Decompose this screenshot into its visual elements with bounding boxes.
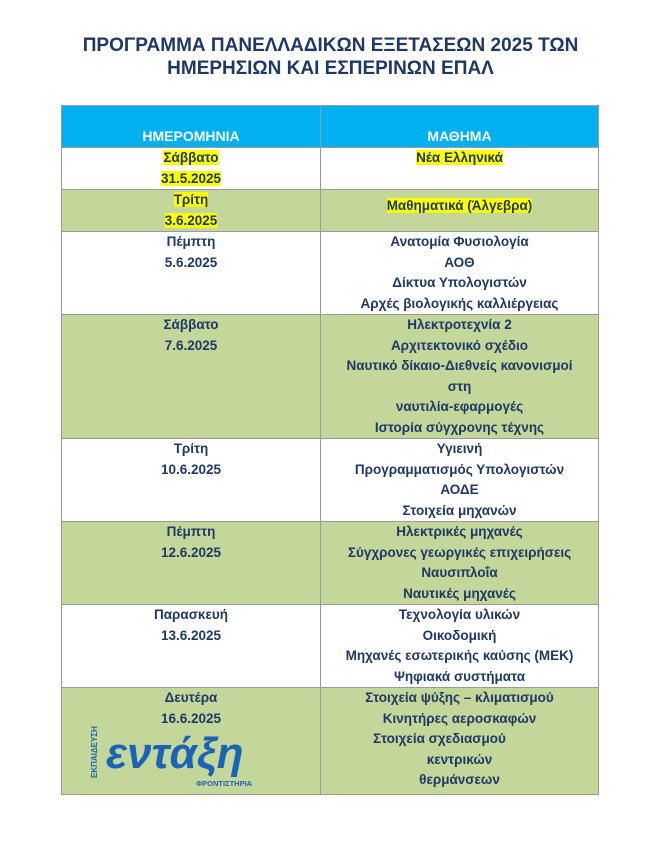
subject-label: Προγραμματισμός Υπολογιστών xyxy=(354,461,565,477)
subject-cell xyxy=(321,148,599,190)
subject-cell xyxy=(321,315,599,439)
subject-cell xyxy=(321,522,599,605)
title-line-2: ΗΜΕΡΗΣΙΩΝ ΚΑΙ ΕΣΠΕΡΙΝΩΝ ΕΠΑΛ xyxy=(167,58,494,79)
day-label: Πέμπτη xyxy=(166,524,216,539)
header-subject: ΜΑΘΗΜΑ xyxy=(321,106,599,148)
date-cell xyxy=(62,439,321,522)
date-cell xyxy=(62,148,321,190)
subject-label: Αρχές βιολογικής καλλιέργειας xyxy=(360,295,559,311)
date-cell xyxy=(62,190,321,232)
subject-label: Νέα Ελληνικά xyxy=(416,150,503,165)
date-cell xyxy=(62,522,321,605)
subject-label: Ναυτικό δίκαιο-Διεθνείς κανονισμοί xyxy=(346,358,573,373)
subject-label: Στοιχεία μηχανών xyxy=(402,502,517,518)
subject-label: στη xyxy=(447,378,472,394)
subject-label: Ναυσιπλοΐα xyxy=(421,565,498,580)
date-cell xyxy=(62,232,321,315)
subject-label: Κινητήρες αεροσκαφών xyxy=(382,710,537,726)
table-row xyxy=(62,148,599,190)
date-label: 31.5.2025 xyxy=(160,170,222,186)
subject-cell xyxy=(321,190,599,232)
date-label: 16.6.2025 xyxy=(160,710,222,726)
table-row xyxy=(62,605,599,688)
date-label: 7.6.2025 xyxy=(164,337,218,353)
subject-label: ΑΟΘ xyxy=(444,254,475,270)
subject-label: Στοιχεία σχεδιασμού xyxy=(373,731,506,746)
subject-label: Ψηφιακά συστήματα xyxy=(393,668,526,684)
date-label: 12.6.2025 xyxy=(160,544,222,560)
subject-label: θερμάνσεων xyxy=(419,772,500,787)
date-label: 10.6.2025 xyxy=(160,461,222,477)
day-label: Τρίτη xyxy=(173,192,209,207)
subject-cell xyxy=(321,439,599,522)
table-row xyxy=(62,522,599,605)
day-label: Δευτέρα xyxy=(164,690,218,705)
day-label: Παρασκευή xyxy=(154,607,228,622)
table-row xyxy=(62,190,599,232)
title-line-1: ΠΡΟΓΡΑΜΜΑ ΠΑΝΕΛΛΑΔΙΚΩΝ ΕΞΕΤΑΣΕΩΝ 2025 ΤΩΝ xyxy=(82,35,579,56)
day-label: Τρίτη xyxy=(173,441,209,456)
date-cell xyxy=(62,605,321,688)
subject-label: ΑΟΔΕ xyxy=(440,482,479,497)
table-header-row xyxy=(62,106,599,148)
exam-schedule-table xyxy=(61,105,599,795)
subject-label: Ναυτικές μηχανές xyxy=(403,585,516,601)
subject-label: Ηλεκτροτεχνία 2 xyxy=(407,317,512,332)
date-label: 5.6.2025 xyxy=(164,254,218,270)
logo-top-text xyxy=(90,726,99,778)
subject-label: Ανατομία Φυσιολογία xyxy=(390,234,529,249)
subject-label: Σύγχρονες γεωργικές επιχειρήσεις xyxy=(347,544,572,560)
subject-label: Μηχανές εσωτερικής καύσης (ΜΕΚ) xyxy=(345,648,574,663)
subject-cell xyxy=(321,605,599,688)
date-cell xyxy=(62,315,321,439)
table-row xyxy=(62,439,599,522)
subject-label: κεντρικών xyxy=(426,751,493,767)
entaxi-logo xyxy=(84,720,264,790)
subject-label: Δίκτυα Υπολογιστών xyxy=(392,275,527,290)
svg-text:ΕΚΠΑΙΔΕΥΣΗ: ΕΚΠΑΙΔΕΥΣΗ xyxy=(90,726,99,778)
page-title xyxy=(0,34,661,80)
date-label: 13.6.2025 xyxy=(160,627,222,643)
subject-label: Οικοδομική xyxy=(422,627,497,643)
subject-label: Στοιχεία ψύξης – κλιματισμού xyxy=(365,690,554,705)
subject-label: Μαθηματικά (Άλγεβρα) xyxy=(386,198,533,213)
subject-cell xyxy=(321,232,599,315)
day-label: Πέμπτη xyxy=(166,234,216,249)
header-date: ΗΜΕΡΟΜΗΝΙΑ xyxy=(62,106,321,148)
logo-brand-text: εντάξη xyxy=(106,729,244,778)
table-row xyxy=(62,232,599,315)
subject-label: Ιστορία σύγχρονης τέχνης xyxy=(374,419,545,435)
subject-cell xyxy=(321,688,599,795)
subject-label: Ηλεκτρικές μηχανές xyxy=(396,524,523,539)
day-label: Σάββατο xyxy=(163,150,219,165)
day-label: Σάββατο xyxy=(163,317,219,332)
subject-label: ναυτιλία-εφαρμογές xyxy=(395,399,524,414)
subject-label: Υγιεινή xyxy=(436,441,483,456)
logo-bottom-text: ΦΡΟΝΤΙΣΤΗΡΙΑ xyxy=(196,779,253,788)
date-label: 3.6.2025 xyxy=(164,212,218,228)
subject-label: Αρχιτεκτονικό σχέδιο xyxy=(390,337,529,353)
subject-label: Τεχνολογία υλικών xyxy=(398,607,521,622)
table-row xyxy=(62,315,599,439)
